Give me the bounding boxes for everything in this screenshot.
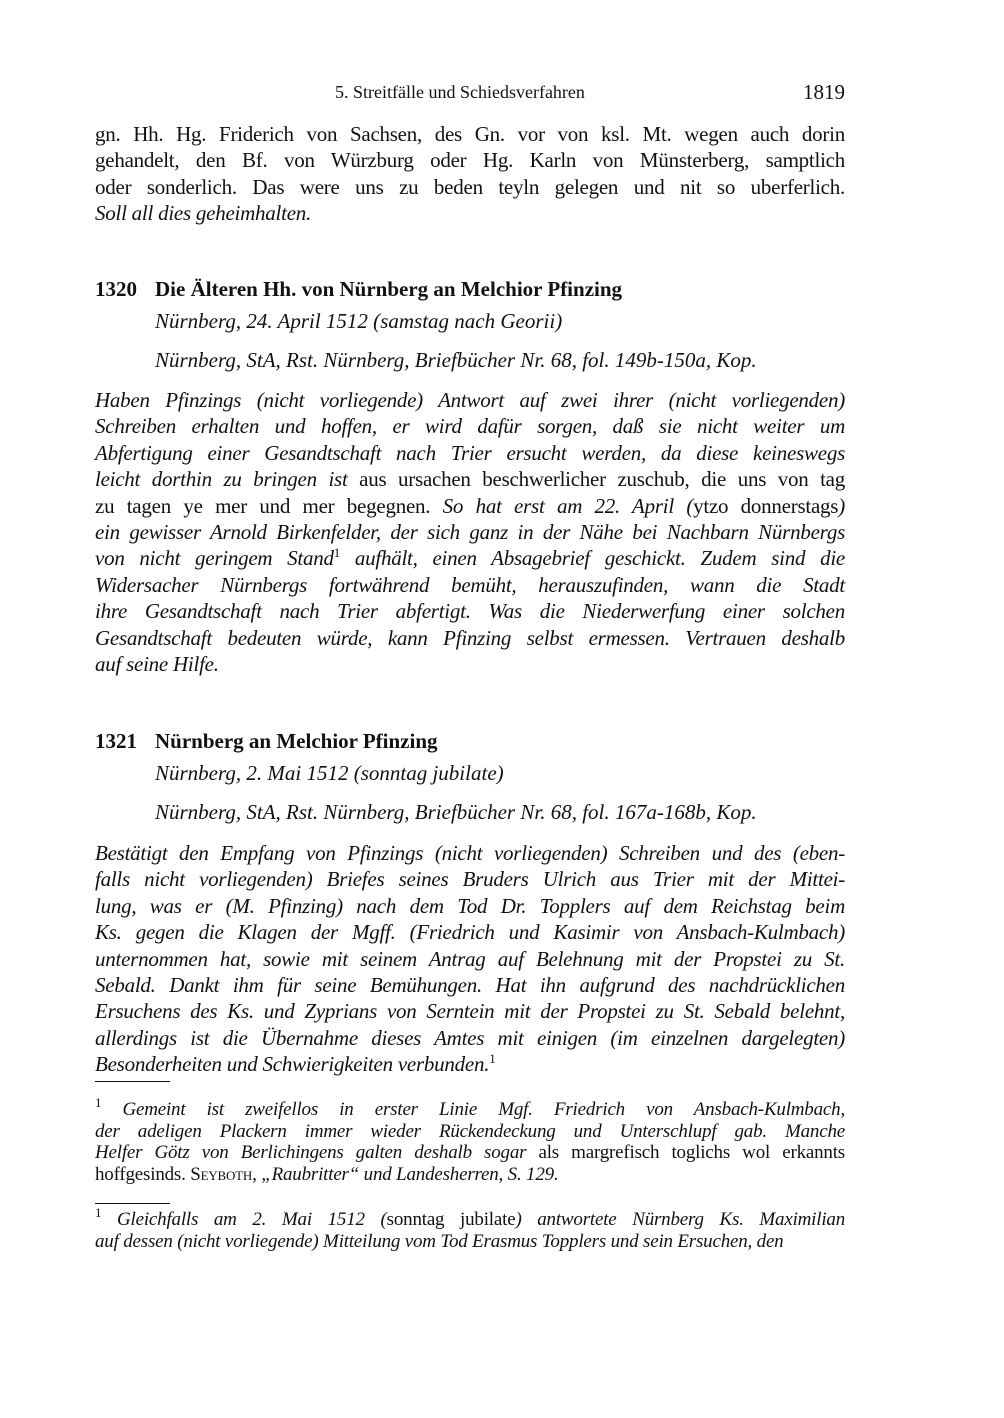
text-run: unternommen hat, sowie mit seinem Antrag auf Belehnung mit der Propstei zu St. — [95, 946, 845, 971]
text-run: Gemeint ist zweifellos in erster Linie Mgf. Friedrich von Ansbach-Kulmbach, — [101, 1099, 845, 1120]
text-run: von nicht geringem Stand — [95, 546, 334, 571]
text-run: lung, was er (M. Pfinzing) nach dem Tod Dr. Topplers auf dem Reichstag beim — [95, 893, 845, 918]
text-line — [95, 147, 845, 173]
text-line — [95, 440, 845, 466]
footnote-mark: 1 — [333, 545, 341, 561]
text-line — [95, 466, 845, 492]
text-run: auf seine Hilfe. — [95, 651, 219, 676]
text-line — [95, 998, 845, 1024]
text-run: ) — [838, 493, 845, 518]
text-run: Seyboth — [190, 1163, 253, 1185]
text-line — [95, 1121, 845, 1143]
text-run: Schreiben erhalten und hoffen, er wird dafür sorgen, daß sie nicht weiter um — [95, 414, 845, 439]
text-run: ihre Gesandtschaft nach Trier abfertigt. Was die Niederwerfung einer solchen — [95, 599, 845, 624]
text-line — [95, 519, 845, 545]
text-line — [95, 625, 845, 651]
text-run: Gesandtschaft bedeuten würde, kann Pfinzing selbst ermessen. Vertrauen deshalb — [95, 625, 845, 650]
text-line — [95, 493, 845, 519]
text-run: , „Raubritter“ und Landesherren, S. 129. — [252, 1163, 559, 1185]
text-run: Widersacher Nürnbergs fortwährend bemüht, herauszufinden, wann die Stadt — [95, 572, 845, 597]
text-line — [95, 1205, 846, 1231]
text-line — [95, 840, 845, 866]
text-run: gn. Hh. Hg. Friderich von Sachsen, des Gn. vor von ksl. Mt. wegen auch dorin — [95, 122, 845, 146]
text-run: aufhält, einen Absagebrief geschickt. Zudem sind die — [340, 546, 845, 571]
text-line — [95, 174, 845, 200]
text-line — [95, 919, 845, 945]
text-run: hoffgesinds. — [95, 1163, 191, 1185]
entry-title: Nürnberg an Melchior Pfinzing — [155, 729, 438, 753]
text-run: als margrefisch toglichs wol erkannts — [526, 1142, 845, 1163]
text-line — [95, 413, 845, 439]
footnote — [95, 1095, 845, 1185]
text-run: Ersuchens des Ks. und Zyprians von Serntein mit der Propstei zu St. Sebald belehnt, — [95, 999, 845, 1024]
text-run: So hat erst am 22. April ( — [442, 493, 694, 518]
entry-heading — [95, 729, 438, 754]
text-run: leicht dorthin zu bringen ist — [95, 467, 348, 492]
text-run: samstag nach Georii — [380, 309, 556, 333]
footnote-mark: 1 — [95, 1095, 102, 1110]
text-line — [95, 1142, 845, 1164]
text-run: allerdings ist die Übernahme dieses Amtes mit einigen (im einzelnen dargelegten) — [95, 1025, 845, 1050]
text-run: Soll all dies geheimhalten. — [95, 201, 312, 226]
entry-source: Nürnberg, StA, Rst. Nürnberg, Briefbücher Nr. 68, fol. 149b-150a, Kop. — [155, 348, 757, 372]
text-run: Nürnberg, 2. Mai 1512 ( — [155, 761, 361, 785]
footnote-rule — [95, 1081, 170, 1082]
text-run: der adeligen Plackern immer wieder Rückendeckung und Unterschlupf gab. Manche — [95, 1120, 845, 1142]
text-line — [95, 598, 845, 624]
text-line — [95, 946, 845, 972]
text-run: ) — [496, 761, 504, 785]
text-line — [95, 1231, 845, 1253]
entry-title: Die Älteren Hh. von Nürnberg an Melchior Pfinzing — [155, 277, 623, 301]
entry-number: 1320 — [95, 277, 137, 301]
text-run: sonntag jubilate — [386, 1209, 516, 1230]
text-line — [95, 545, 845, 571]
text-line — [95, 972, 845, 998]
entry-heading — [95, 277, 622, 302]
text-line — [95, 1164, 845, 1186]
text-line — [95, 1095, 845, 1121]
footnote-mark: 1 — [489, 1051, 496, 1067]
continuation-text — [95, 121, 845, 227]
text-line — [95, 1051, 845, 1077]
text-run: aus ursachen beschwerlicher zuschub, die uns von tag — [347, 467, 845, 492]
text-line — [95, 1025, 845, 1051]
entry-summary — [95, 840, 845, 1078]
entry-summary — [95, 387, 845, 677]
text-run: Besonderheiten und Schwierigkeiten verbunden. — [95, 1052, 490, 1077]
text-line — [95, 200, 845, 226]
entry-date — [155, 309, 562, 334]
text-run: gehandelt, den Bf. von Würzburg oder Hg. Karln von Münsterberg, samptlich — [95, 148, 845, 173]
text-run: Abfertigung einer Gesandtschaft nach Trier ersucht werden, da diese keineswegs — [95, 440, 845, 465]
text-line — [95, 121, 845, 147]
text-line — [95, 893, 845, 919]
text-run: auf dessen (nicht vorliegende) Mitteilung vom Tod Erasmus Topplers und sein Ersuchen, den — [95, 1230, 784, 1252]
text-run: Sebald. Dankt ihm für seine Bemühungen. Hat ihn aufgrund des nachdrücklichen — [95, 972, 845, 997]
text-line — [95, 572, 845, 598]
text-run: ytzo donnerstags — [693, 493, 839, 518]
text-run: Haben Pfinzings (nicht vorliegende) Antwort auf zwei ihrer (nicht vorliegenden) — [95, 388, 845, 412]
text-run: zu tagen ye mer und mer begegnen. — [95, 493, 443, 518]
text-line — [95, 651, 845, 677]
text-run: Helfer Götz von Berlichingens galten deshalb sogar — [95, 1142, 527, 1163]
text-run: falls nicht vorliegenden) Briefes seines Bruders Ulrich aus Trier mit der Mittei- — [95, 867, 845, 892]
text-line — [95, 387, 845, 413]
text-line — [95, 866, 845, 892]
text-run: ein gewisser Arnold Birkenfelder, der sich ganz in der Nähe bei Nachbarn Nürnbergs — [95, 519, 845, 544]
entry-source: Nürnberg, StA, Rst. Nürnberg, Briefbücher Nr. 68, fol. 167a-168b, Kop. — [155, 800, 757, 824]
text-run: oder sonderlich. Das were uns zu beden teyln gelegen und nit so uberferlich. — [95, 174, 845, 199]
text-run: Nürnberg, 24. April 1512 ( — [155, 309, 381, 333]
footnote-mark: 1 — [95, 1205, 102, 1220]
text-run: ) antwortete Nürnberg Ks. Maximilian — [515, 1209, 846, 1230]
running-head — [95, 80, 845, 104]
section-title: 5. Streitfälle und Schiedsverfahren — [335, 82, 585, 102]
page-number: 1819 — [803, 80, 845, 104]
entry-number: 1321 — [95, 729, 137, 753]
text-run: Ks. gegen die Klagen der Mgff. (Friedrich und Kasimir von Ansbach-Kulmbach) — [95, 920, 845, 945]
entry-date — [155, 761, 504, 786]
footnote — [95, 1205, 846, 1252]
footnote-rule — [95, 1203, 170, 1204]
text-run: ) — [555, 309, 563, 333]
text-run: sonntag jubilate — [360, 761, 497, 785]
text-run: Bestätigt den Empfang von Pfinzings (nicht vorliegenden) Schreiben und des (eben- — [95, 841, 845, 865]
text-run: Gleichfalls am 2. Mai 1512 ( — [101, 1209, 387, 1230]
